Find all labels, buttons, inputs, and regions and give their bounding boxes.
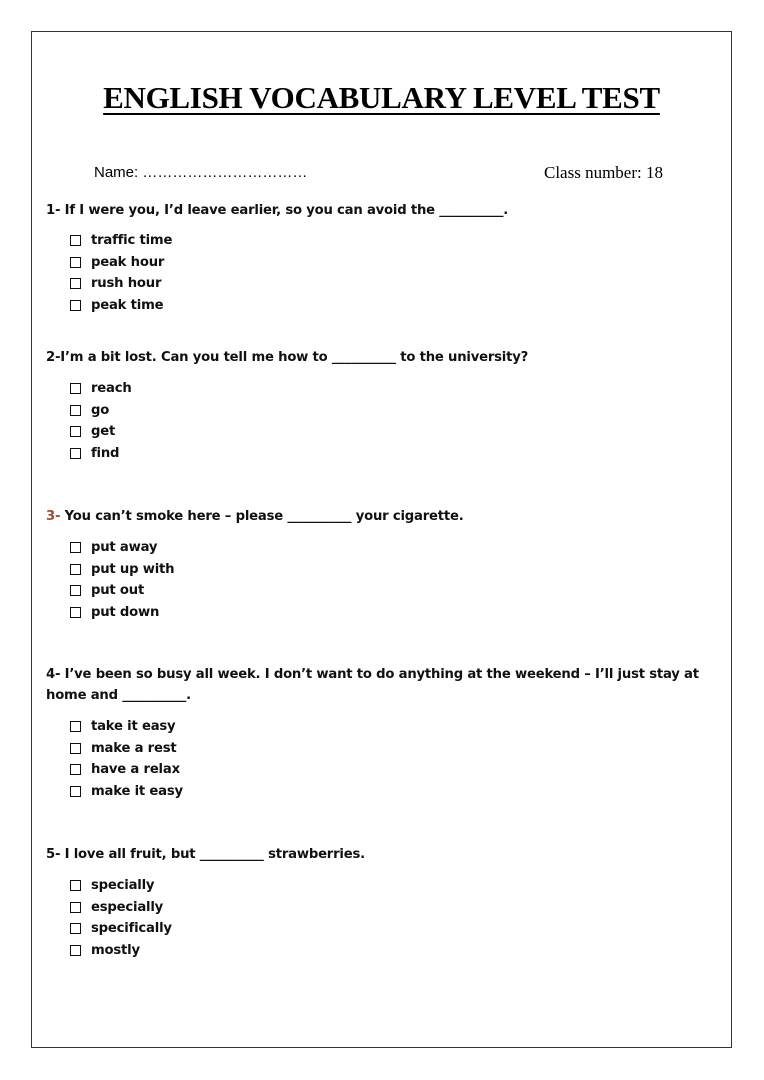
option-label: put away xyxy=(91,540,158,556)
question-text: I love all fruit, but __________ strawberries. xyxy=(60,847,365,862)
checkbox-icon[interactable] xyxy=(70,786,81,797)
checkbox-icon[interactable] xyxy=(70,902,81,913)
checkbox-icon[interactable] xyxy=(70,607,81,618)
checkbox-icon[interactable] xyxy=(70,257,81,268)
option[interactable] xyxy=(70,716,183,738)
option-label: reach xyxy=(91,381,132,397)
class-number: Class number: 18 xyxy=(544,163,663,182)
option-label: especially xyxy=(91,899,164,915)
checkbox-icon[interactable] xyxy=(70,945,81,956)
option[interactable] xyxy=(70,781,183,803)
checkbox-icon[interactable] xyxy=(70,564,81,575)
checkbox-icon[interactable] xyxy=(70,542,81,553)
page-title: ENGLISH VOCABULARY LEVEL TEST xyxy=(103,80,660,115)
name-field: Name: …………………………… xyxy=(94,164,308,181)
option-label: have a relax xyxy=(91,762,180,778)
question-5 xyxy=(46,844,716,865)
question-number: 2- xyxy=(46,350,61,365)
option-label: go xyxy=(91,402,110,418)
option-label: rush hour xyxy=(91,276,162,292)
option[interactable] xyxy=(70,580,174,602)
question-text: I’ve been so busy all week. I don’t want to do anything at the weekend – I’ll just stay at home and __________. xyxy=(46,667,699,703)
option[interactable] xyxy=(70,559,174,581)
checkbox-icon[interactable] xyxy=(70,743,81,754)
option[interactable] xyxy=(70,602,174,624)
checkbox-icon[interactable] xyxy=(70,300,81,311)
checkbox-icon[interactable] xyxy=(70,764,81,775)
option-label: specially xyxy=(91,878,155,894)
checkbox-icon[interactable] xyxy=(70,405,81,416)
checkbox-icon[interactable] xyxy=(70,235,81,246)
option[interactable] xyxy=(70,230,172,252)
option-label: put down xyxy=(91,604,160,620)
options-q5 xyxy=(70,875,172,961)
option[interactable] xyxy=(70,918,172,940)
option-label: put up with xyxy=(91,561,175,577)
option-label: specifically xyxy=(91,921,172,937)
option-label: mostly xyxy=(91,942,140,958)
option-label: make it easy xyxy=(91,783,183,799)
option[interactable] xyxy=(70,295,172,317)
checkbox-icon[interactable] xyxy=(70,278,81,289)
options-q3 xyxy=(70,537,174,623)
option[interactable] xyxy=(70,443,132,465)
checkbox-icon[interactable] xyxy=(70,585,81,596)
option-label: peak hour xyxy=(91,254,165,270)
option-label: take it easy xyxy=(91,719,176,735)
option[interactable] xyxy=(70,400,132,422)
question-2 xyxy=(46,347,716,368)
option-label: get xyxy=(91,424,116,440)
option[interactable] xyxy=(70,273,172,295)
option-label: peak time xyxy=(91,297,164,313)
question-3 xyxy=(46,506,716,527)
options-q2 xyxy=(70,378,132,464)
option-label: put out xyxy=(91,583,145,599)
checkbox-icon[interactable] xyxy=(70,923,81,934)
options-q4 xyxy=(70,716,183,802)
question-number: 5- xyxy=(46,847,61,862)
checkbox-icon[interactable] xyxy=(70,448,81,459)
question-4 xyxy=(46,664,716,706)
question-1 xyxy=(46,200,716,221)
question-text: I’m a bit lost. Can you tell me how to __________ to the university? xyxy=(60,350,529,365)
option-label: find xyxy=(91,445,120,461)
question-text: You can’t smoke here – please __________ your cigarette. xyxy=(60,509,464,524)
option[interactable] xyxy=(70,759,183,781)
checkbox-icon[interactable] xyxy=(70,721,81,732)
checkbox-icon[interactable] xyxy=(70,880,81,891)
option-label: make a rest xyxy=(91,740,177,756)
option[interactable] xyxy=(70,537,174,559)
question-text: If I were you, I’d leave earlier, so you can avoid the __________. xyxy=(60,203,509,218)
question-number: 3- xyxy=(46,509,61,524)
option-label: traffic time xyxy=(91,233,173,249)
option[interactable] xyxy=(70,421,132,443)
checkbox-icon[interactable] xyxy=(70,383,81,394)
options-q1 xyxy=(70,230,172,316)
option[interactable] xyxy=(70,252,172,274)
option[interactable] xyxy=(70,738,183,760)
question-number: 4- xyxy=(46,667,61,682)
checkbox-icon[interactable] xyxy=(70,426,81,437)
option[interactable] xyxy=(70,875,172,897)
option[interactable] xyxy=(70,897,172,919)
option[interactable] xyxy=(70,940,172,962)
question-number: 1- xyxy=(46,203,61,218)
option[interactable] xyxy=(70,378,132,400)
